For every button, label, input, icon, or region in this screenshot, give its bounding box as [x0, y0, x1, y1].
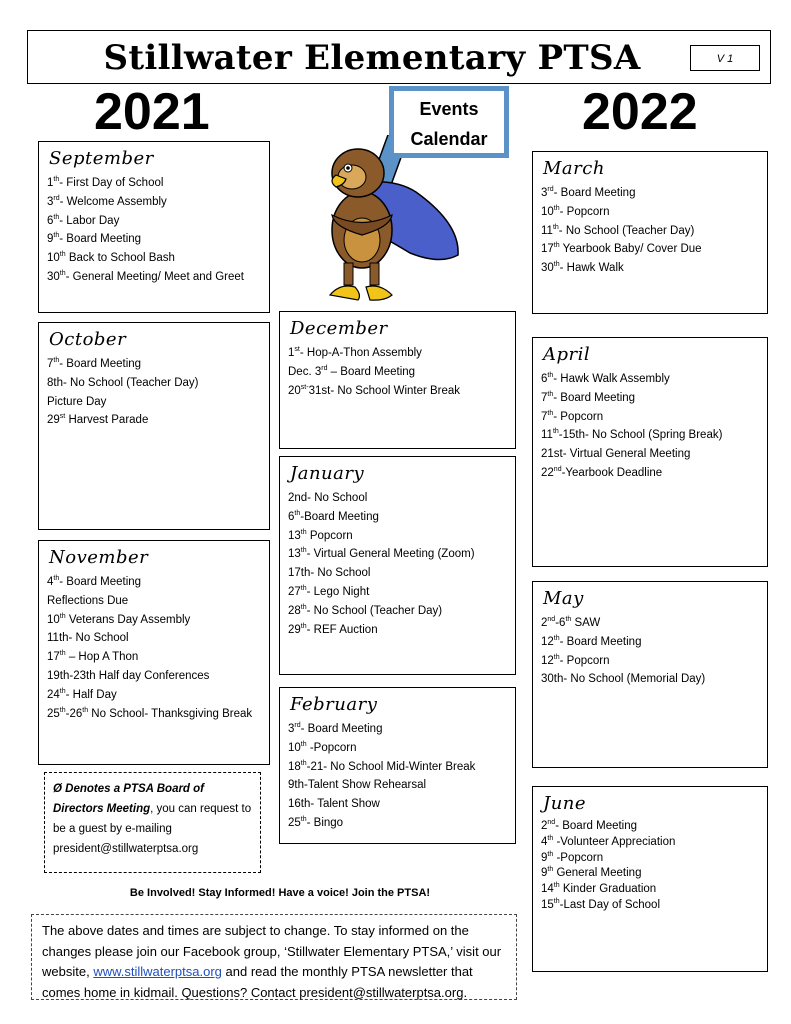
event-text: -Volunteer Appreciation	[553, 835, 676, 848]
event-item	[541, 259, 767, 278]
event-list	[541, 614, 767, 689]
ordinal-suffix: th	[82, 706, 89, 714]
event-item	[541, 835, 767, 851]
event-item	[288, 621, 515, 640]
event-list	[541, 819, 767, 914]
events-calendar-sign	[389, 86, 509, 158]
event-text: 1	[47, 177, 54, 189]
ordinal-suffix: rd	[53, 194, 60, 202]
event-text: -26	[65, 707, 83, 720]
event-text: -Board Meeting	[300, 510, 379, 523]
month-title: March	[543, 158, 605, 179]
event-text: - Labor Day	[59, 214, 120, 227]
event-text: 17	[47, 651, 60, 664]
event-text: - Board Meeting	[300, 723, 383, 735]
event-item	[541, 633, 767, 652]
event-item	[541, 426, 767, 445]
event-text: 21st- Virtual General Meeting	[541, 448, 691, 461]
event-item	[288, 489, 515, 508]
event-text: 3	[541, 187, 548, 199]
event-text: 10	[47, 613, 60, 626]
month-title: November	[49, 547, 149, 568]
event-text: 9th-Talent Show Rehearsal	[288, 779, 427, 792]
event-item	[541, 464, 767, 483]
event-item	[47, 268, 269, 287]
event-text: 27	[288, 585, 301, 598]
website-link[interactable]: www.stillwaterptsa.org	[93, 964, 222, 979]
ordinal-suffix: th	[547, 409, 554, 417]
event-item	[541, 882, 767, 898]
event-text: Yearbook Baby/ Cover Due	[559, 243, 702, 256]
event-text: -15th- No School (Spring Break)	[558, 429, 723, 442]
sign-line-1: Events	[419, 99, 479, 119]
event-item	[541, 670, 767, 689]
event-item	[47, 212, 269, 231]
ordinal-suffix: th	[53, 176, 60, 184]
event-item	[47, 648, 269, 667]
event-text: 18	[288, 760, 301, 773]
event-text: 2	[541, 617, 548, 629]
event-item	[288, 758, 515, 777]
event-item	[541, 652, 767, 671]
event-item	[541, 445, 767, 464]
event-item	[47, 573, 269, 592]
ordinal-suffix: th	[547, 834, 554, 842]
month-march	[532, 151, 768, 314]
event-text: 28	[288, 604, 301, 617]
event-text: 10	[541, 205, 554, 218]
event-text: 4	[47, 576, 54, 588]
event-text: -Yearbook Deadline	[561, 466, 663, 479]
event-text: - Hop-A-Thon Assembly	[299, 347, 422, 359]
note-text: , you can request to be a guest by e-mailing president@stillwaterptsa.org	[53, 803, 252, 855]
event-text: - No School (Teacher Day)	[558, 224, 695, 237]
month-title: April	[543, 344, 591, 365]
event-text: - Bingo	[306, 816, 344, 829]
ordinal-suffix: th	[59, 612, 66, 620]
event-item	[47, 174, 269, 193]
event-text: 25	[47, 707, 60, 720]
event-text: 10	[288, 741, 301, 754]
event-text: 17	[541, 243, 554, 256]
event-text: 12	[541, 654, 554, 667]
month-title: February	[290, 694, 378, 715]
event-text: 29	[47, 414, 60, 427]
event-item	[541, 898, 767, 914]
event-item	[47, 355, 269, 374]
event-text: -Last Day of School	[559, 898, 660, 911]
event-item	[288, 564, 515, 583]
ordinal-suffix: th	[553, 261, 560, 269]
event-text: - Board Meeting	[553, 187, 636, 199]
event-text: Veterans Day Assembly	[65, 613, 191, 626]
event-text: - Board Meeting	[59, 358, 142, 370]
event-text: - Hawk Walk	[559, 262, 624, 275]
event-text: 30th- No School (Memorial Day)	[541, 673, 706, 686]
event-text: 13	[288, 548, 301, 561]
event-list	[47, 355, 269, 430]
ordinal-suffix: th	[300, 740, 307, 748]
ordinal-suffix: th	[547, 866, 554, 874]
event-item	[288, 583, 515, 602]
page-title: Stillwater Elementary PTSA	[103, 38, 641, 78]
ordinal-suffix: nd	[553, 466, 562, 474]
event-text: 11th- No School	[47, 632, 129, 645]
ordinal-suffix: th	[53, 575, 60, 583]
ordinal-suffix: rd	[321, 364, 328, 372]
ordinal-suffix: th	[300, 585, 307, 593]
month-february	[279, 687, 516, 844]
event-text: 2	[541, 820, 548, 832]
event-text: -Popcorn	[306, 741, 357, 754]
event-text: - No School (Teacher Day)	[306, 604, 443, 617]
event-text: - Board Meeting	[59, 576, 142, 588]
event-list	[288, 344, 515, 400]
hawk-mascot-icon	[300, 135, 470, 310]
month-title: September	[49, 148, 154, 169]
event-item	[541, 203, 767, 222]
event-list	[541, 184, 767, 278]
event-text: 12	[541, 635, 554, 648]
month-april	[532, 337, 768, 567]
event-item	[541, 222, 767, 241]
event-text: 11	[541, 224, 553, 237]
month-january	[279, 456, 516, 675]
event-item	[288, 795, 515, 814]
sign-line-2: Calendar	[410, 129, 488, 149]
event-text: 14	[541, 883, 554, 896]
event-text: 9	[541, 851, 548, 864]
event-item	[47, 230, 269, 249]
event-text: 16th- Talent Show	[288, 798, 380, 811]
ordinal-suffix: th	[300, 603, 307, 611]
event-item	[47, 393, 269, 412]
event-text: 30	[47, 270, 60, 283]
ordinal-suffix: th	[59, 687, 66, 695]
event-text: 19th-23th Half day Conferences	[47, 669, 210, 682]
event-item	[47, 249, 269, 268]
event-item	[288, 545, 515, 564]
event-text: - Hawk Walk Assembly	[553, 373, 670, 385]
month-title: December	[290, 318, 388, 339]
event-item	[47, 667, 269, 686]
ordinal-suffix: th	[53, 232, 60, 240]
event-text: 3	[47, 195, 54, 208]
event-item	[288, 344, 515, 363]
event-text: - Board Meeting	[59, 233, 142, 246]
event-item	[288, 527, 515, 546]
month-november	[38, 540, 270, 765]
year-right: 2022	[582, 83, 698, 141]
event-list	[288, 720, 515, 833]
event-text: Back to School Bash	[65, 252, 175, 265]
event-text: - Board Meeting	[559, 635, 642, 648]
event-text: - Popcorn	[559, 654, 610, 667]
ordinal-suffix: th	[547, 850, 554, 858]
event-text: - Board Meeting	[555, 820, 638, 832]
event-text: - Board Meeting	[553, 391, 636, 404]
event-text: 22	[541, 466, 554, 479]
event-item	[288, 382, 515, 401]
event-text: 6	[288, 510, 295, 523]
event-text: Harvest Parade	[65, 414, 149, 427]
event-text: 11	[541, 429, 553, 442]
event-text: - Popcorn	[559, 205, 610, 218]
ordinal-suffix: th	[552, 223, 559, 231]
ordinal-suffix: st	[294, 346, 300, 354]
event-text: 29	[288, 623, 301, 636]
ordinal-suffix: th	[553, 242, 560, 250]
event-text: 15	[541, 898, 554, 911]
event-text: - REF Auction	[306, 623, 378, 636]
event-text: 1	[288, 347, 295, 359]
event-text: - Lego Night	[306, 585, 370, 598]
ordinal-suffix: th	[300, 547, 307, 555]
ordinal-suffix: th	[565, 616, 572, 624]
month-october	[38, 322, 270, 530]
event-text: 4	[541, 835, 548, 848]
event-text: Reflections Due	[47, 594, 129, 607]
event-item	[541, 370, 767, 389]
ordinal-suffix: th	[547, 372, 554, 380]
ordinal-suffix: nd	[547, 616, 556, 624]
event-text: - Welcome Assembly	[59, 195, 167, 208]
event-item	[541, 240, 767, 259]
ordinal-suffix: th	[59, 650, 66, 658]
event-text: – Board Meeting	[327, 365, 416, 378]
event-text: -21- No School Mid-Winter Break	[306, 760, 476, 773]
event-text: - First Day of School	[59, 177, 164, 189]
event-text: 8th- No School (Teacher Day)	[47, 376, 199, 389]
ordinal-suffix: th	[59, 270, 66, 278]
ordinal-suffix: th	[553, 634, 560, 642]
ordinal-suffix: th	[553, 653, 560, 661]
ordinal-suffix: th	[53, 213, 60, 221]
event-text: 17th- No School	[288, 567, 371, 580]
ordinal-suffix: th	[552, 428, 559, 436]
ordinal-suffix: th	[294, 509, 301, 517]
event-text: 9	[47, 233, 54, 246]
event-text: No School- Thanksgiving Break	[88, 707, 253, 720]
ordinal-suffix: th	[553, 204, 560, 212]
month-title: May	[543, 588, 584, 609]
event-item	[47, 705, 269, 724]
disclaimer-box	[31, 914, 517, 1000]
event-text: SAW	[571, 617, 601, 629]
event-text: 6	[541, 373, 548, 385]
event-item	[288, 508, 515, 527]
event-item	[288, 814, 515, 833]
event-text: 3	[288, 723, 295, 735]
event-item	[288, 720, 515, 739]
event-text: - Popcorn	[553, 410, 604, 423]
event-list	[47, 174, 269, 287]
month-september	[38, 141, 270, 313]
disclaimer-text-2: and read the monthly PTSA newsletter that comes home in kidmail. Questions? Contact president@stillwaterptsa.org.	[42, 964, 473, 1000]
event-item	[47, 686, 269, 705]
event-text: 13	[288, 529, 301, 542]
event-item	[541, 184, 767, 203]
event-item	[541, 614, 767, 633]
event-item	[47, 411, 269, 430]
event-text: 24	[47, 688, 60, 701]
ordinal-suffix: th	[300, 528, 307, 536]
event-list	[47, 573, 269, 723]
ordinal-suffix: st	[59, 413, 66, 421]
ordinal-suffix: th	[53, 357, 60, 365]
ordinal-suffix: nd	[547, 819, 556, 827]
disclaimer-text-1: The above dates and times are subject to change. To stay informed on the changes please join our Facebook group, ‘Stillwater Elementary PTSA,’ visit our website,	[42, 923, 502, 979]
ordinal-suffix: th	[300, 759, 307, 767]
event-text: 9	[541, 867, 548, 880]
event-text: 7	[541, 391, 548, 404]
event-text: General Meeting	[553, 867, 642, 880]
event-text: 7	[541, 410, 548, 423]
month-december	[279, 311, 516, 449]
note-bold-text: Ø Denotes a PTSA Board of Directors Meeting	[53, 783, 205, 815]
event-text: – Hop A Thon	[65, 651, 139, 664]
event-text: 25	[288, 816, 301, 829]
version-badge: V 1	[690, 45, 760, 71]
ordinal-suffix: th	[59, 251, 66, 259]
event-text: -6	[555, 617, 566, 629]
event-item	[47, 193, 269, 212]
event-item	[288, 602, 515, 621]
event-item	[541, 389, 767, 408]
event-list	[541, 370, 767, 483]
month-title: October	[49, 329, 127, 350]
event-text: - Virtual General Meeting (Zoom)	[306, 548, 475, 561]
event-text: 2nd- No School	[288, 492, 368, 504]
month-title: January	[290, 463, 365, 484]
event-item	[47, 629, 269, 648]
month-may	[532, 581, 768, 768]
event-item	[288, 739, 515, 758]
event-item	[47, 611, 269, 630]
year-left: 2021	[94, 83, 210, 141]
event-text: 31st- No School Winter Break	[308, 384, 461, 397]
month-june	[532, 786, 768, 972]
event-item	[541, 408, 767, 427]
ordinal-suffix: th	[553, 882, 560, 890]
ordinal-suffix: rd	[547, 186, 554, 194]
event-text: - Half Day	[65, 688, 117, 701]
event-text: - General Meeting/ Meet and Greet	[65, 270, 244, 283]
event-item	[47, 592, 269, 611]
event-item	[541, 819, 767, 835]
event-text: Picture Day	[47, 395, 107, 408]
event-text: 6	[47, 214, 54, 227]
ordinal-suffix: th	[300, 816, 307, 824]
event-text: 20	[288, 384, 301, 397]
event-item	[541, 851, 767, 867]
ordinal-suffix: th	[300, 622, 307, 630]
event-text: 7	[47, 358, 54, 370]
event-list	[288, 489, 515, 639]
ordinal-suffix: th	[547, 390, 554, 398]
event-text: -Popcorn	[553, 851, 604, 864]
event-text: 30	[541, 262, 554, 275]
event-item	[47, 374, 269, 393]
join-slogan: Be Involved! Stay Informed! Have a voice! Join the PTSA!	[129, 887, 431, 899]
event-text: 10	[47, 252, 60, 265]
event-text: Popcorn	[306, 529, 353, 542]
ordinal-suffix: th	[553, 898, 560, 906]
event-text: Kinder Graduation	[559, 883, 657, 896]
month-title: June	[543, 793, 587, 814]
event-item	[288, 776, 515, 795]
event-item	[541, 866, 767, 882]
ordinal-suffix: rd	[294, 722, 301, 730]
event-text: Dec. 3	[288, 365, 322, 378]
ordinal-suffix: st-	[300, 383, 309, 391]
event-item	[288, 363, 515, 382]
board-meeting-note	[44, 772, 261, 873]
ordinal-suffix: th	[59, 706, 66, 714]
